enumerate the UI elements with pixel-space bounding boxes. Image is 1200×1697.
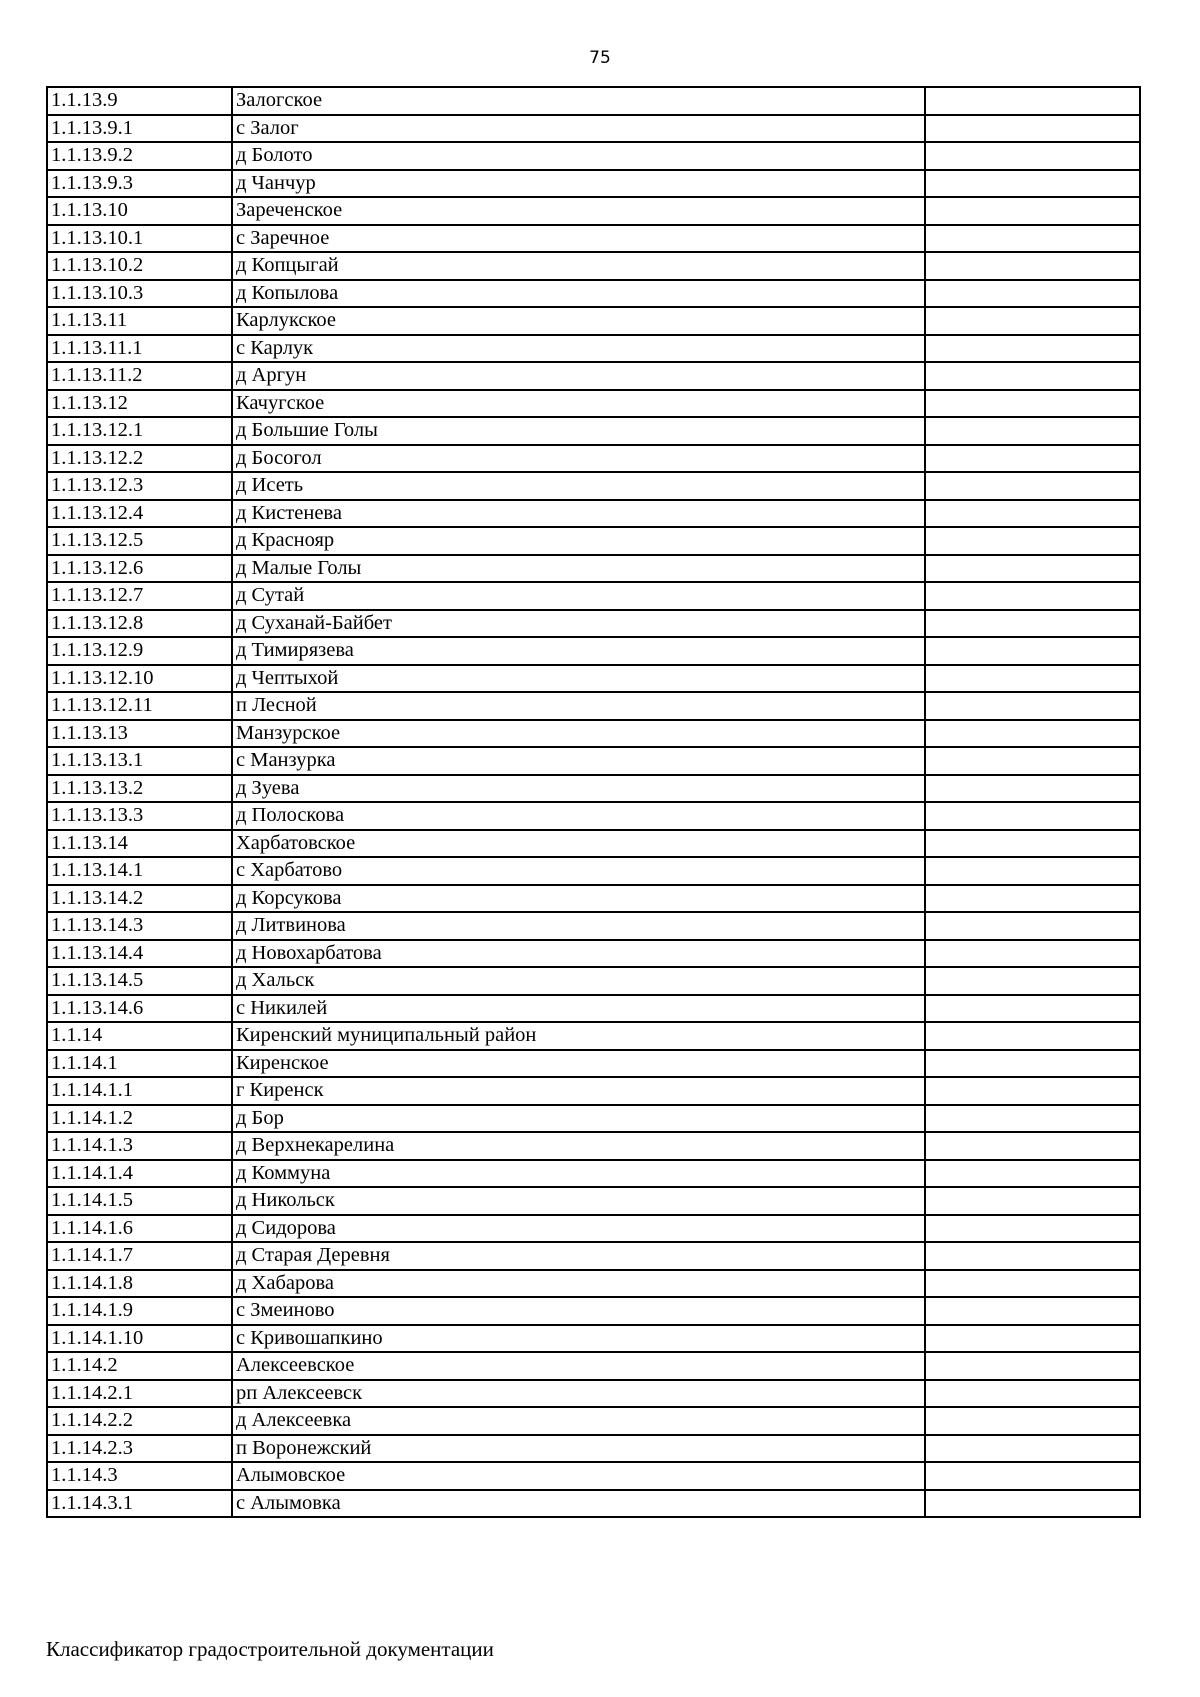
code-cell: 1.1.14.3 [47, 1462, 232, 1490]
extra-cell [925, 170, 1140, 198]
table-row [47, 362, 1140, 390]
name-cell: д Копылова [232, 280, 925, 308]
table-row [47, 1380, 1140, 1408]
table-row [47, 830, 1140, 858]
table-row [47, 307, 1140, 335]
code-cell: 1.1.14.1.3 [47, 1132, 232, 1160]
code-cell: 1.1.13.14.4 [47, 940, 232, 968]
name-cell: д Литвинова [232, 912, 925, 940]
table-row [47, 1187, 1140, 1215]
code-cell: 1.1.13.10.3 [47, 280, 232, 308]
table-row [47, 1077, 1140, 1105]
table-row [47, 170, 1140, 198]
extra-cell [925, 885, 1140, 913]
code-cell: 1.1.13.12.10 [47, 665, 232, 693]
table-row [47, 940, 1140, 968]
extra-cell [925, 142, 1140, 170]
code-cell: 1.1.13.11.1 [47, 335, 232, 363]
table-row [47, 1325, 1140, 1353]
name-cell: п Воронежский [232, 1435, 925, 1463]
name-cell: с Кривошапкино [232, 1325, 925, 1353]
extra-cell [925, 1407, 1140, 1435]
table-row [47, 142, 1140, 170]
extra-cell [925, 857, 1140, 885]
name-cell: д Малые Голы [232, 555, 925, 583]
name-cell: д Зуева [232, 775, 925, 803]
extra-cell [925, 417, 1140, 445]
extra-cell [925, 390, 1140, 418]
table-row [47, 500, 1140, 528]
extra-cell [925, 500, 1140, 528]
code-cell: 1.1.13.12.7 [47, 582, 232, 610]
name-cell: д Бор [232, 1105, 925, 1133]
code-cell: 1.1.13.14.1 [47, 857, 232, 885]
extra-cell [925, 995, 1140, 1023]
extra-cell [925, 1077, 1140, 1105]
name-cell: с Манзурка [232, 747, 925, 775]
name-cell: д Хальск [232, 967, 925, 995]
name-cell: д Болото [232, 142, 925, 170]
table-row [47, 967, 1140, 995]
table-row [47, 1050, 1140, 1078]
code-cell: 1.1.13.12.11 [47, 692, 232, 720]
table-row [47, 1242, 1140, 1270]
name-cell: д Чептыхой [232, 665, 925, 693]
name-cell: с Заречное [232, 225, 925, 253]
name-cell: Карлукское [232, 307, 925, 335]
extra-cell [925, 1352, 1140, 1380]
name-cell: д Алексеевка [232, 1407, 925, 1435]
code-cell: 1.1.14.2.3 [47, 1435, 232, 1463]
name-cell: с Харбатово [232, 857, 925, 885]
table-row [47, 1352, 1140, 1380]
code-cell: 1.1.13.12.9 [47, 637, 232, 665]
name-cell: Зареченское [232, 197, 925, 225]
extra-cell [925, 527, 1140, 555]
extra-cell [925, 940, 1140, 968]
code-cell: 1.1.14.3.1 [47, 1490, 232, 1518]
table-row [47, 252, 1140, 280]
extra-cell [925, 197, 1140, 225]
extra-cell [925, 87, 1140, 115]
extra-cell [925, 362, 1140, 390]
name-cell: с Карлук [232, 335, 925, 363]
code-cell: 1.1.14.1.6 [47, 1215, 232, 1243]
table-row [47, 472, 1140, 500]
name-cell: п Лесной [232, 692, 925, 720]
name-cell: Манзурское [232, 720, 925, 748]
table-row [47, 720, 1140, 748]
table-row [47, 417, 1140, 445]
extra-cell [925, 1297, 1140, 1325]
code-cell: 1.1.13.9.2 [47, 142, 232, 170]
name-cell: д Корсукова [232, 885, 925, 913]
name-cell: с Никилей [232, 995, 925, 1023]
name-cell: д Верхнекарелина [232, 1132, 925, 1160]
table-row [47, 1160, 1140, 1188]
code-cell: 1.1.13.12.1 [47, 417, 232, 445]
name-cell: Алымовское [232, 1462, 925, 1490]
table-row [47, 225, 1140, 253]
code-cell: 1.1.13.14.5 [47, 967, 232, 995]
table-row [47, 1022, 1140, 1050]
name-cell: Киренское [232, 1050, 925, 1078]
name-cell: г Киренск [232, 1077, 925, 1105]
code-cell: 1.1.13.10.2 [47, 252, 232, 280]
table-row [47, 1132, 1140, 1160]
extra-cell [925, 252, 1140, 280]
code-cell: 1.1.14.1 [47, 1050, 232, 1078]
table-row [47, 692, 1140, 720]
code-cell: 1.1.14.1.4 [47, 1160, 232, 1188]
code-cell: 1.1.13.14.3 [47, 912, 232, 940]
code-cell: 1.1.13.14.2 [47, 885, 232, 913]
extra-cell [925, 1325, 1140, 1353]
name-cell: д Никольск [232, 1187, 925, 1215]
code-cell: 1.1.13.12.3 [47, 472, 232, 500]
table-row [47, 802, 1140, 830]
table-row [47, 912, 1140, 940]
code-cell: 1.1.13.13.1 [47, 747, 232, 775]
name-cell: Киренский муниципальный район [232, 1022, 925, 1050]
code-cell: 1.1.14.1.7 [47, 1242, 232, 1270]
code-cell: 1.1.13.9.3 [47, 170, 232, 198]
code-cell: 1.1.14.2.1 [47, 1380, 232, 1408]
code-cell: 1.1.13.12 [47, 390, 232, 418]
code-cell: 1.1.13.11 [47, 307, 232, 335]
table-row [47, 747, 1140, 775]
extra-cell [925, 1022, 1140, 1050]
name-cell: д Краснояр [232, 527, 925, 555]
code-cell: 1.1.14.2 [47, 1352, 232, 1380]
table-row [47, 115, 1140, 143]
classifier-table [46, 86, 1141, 1518]
extra-cell [925, 1105, 1140, 1133]
extra-cell [925, 1270, 1140, 1298]
table-row [47, 995, 1140, 1023]
code-cell: 1.1.13.10.1 [47, 225, 232, 253]
code-cell: 1.1.14.1.8 [47, 1270, 232, 1298]
extra-cell [925, 967, 1140, 995]
extra-cell [925, 1050, 1140, 1078]
code-cell: 1.1.13.12.5 [47, 527, 232, 555]
extra-cell [925, 1462, 1140, 1490]
code-cell: 1.1.13.11.2 [47, 362, 232, 390]
code-cell: 1.1.14.1.5 [47, 1187, 232, 1215]
name-cell: д Сутай [232, 582, 925, 610]
table-row [47, 1490, 1140, 1518]
name-cell: д Большие Голы [232, 417, 925, 445]
extra-cell [925, 1490, 1140, 1518]
table-row [47, 445, 1140, 473]
code-cell: 1.1.14.2.2 [47, 1407, 232, 1435]
table-row [47, 555, 1140, 583]
table-row [47, 87, 1140, 115]
code-cell: 1.1.13.12.2 [47, 445, 232, 473]
code-cell: 1.1.13.14.6 [47, 995, 232, 1023]
extra-cell [925, 115, 1140, 143]
code-cell: 1.1.13.13 [47, 720, 232, 748]
name-cell: Залогское [232, 87, 925, 115]
name-cell: д Кистенева [232, 500, 925, 528]
table-row [47, 197, 1140, 225]
name-cell: д Суханай-Байбет [232, 610, 925, 638]
extra-cell [925, 747, 1140, 775]
table-row [47, 1105, 1140, 1133]
extra-cell [925, 1215, 1140, 1243]
table-row [47, 582, 1140, 610]
table-row [47, 775, 1140, 803]
name-cell: д Копцыгай [232, 252, 925, 280]
extra-cell [925, 555, 1140, 583]
name-cell: д Полоскова [232, 802, 925, 830]
code-cell: 1.1.13.12.8 [47, 610, 232, 638]
table-row [47, 885, 1140, 913]
table-row [47, 390, 1140, 418]
table-row [47, 527, 1140, 555]
code-cell: 1.1.13.14 [47, 830, 232, 858]
table-row [47, 280, 1140, 308]
extra-cell [925, 280, 1140, 308]
name-cell: Качугское [232, 390, 925, 418]
extra-cell [925, 1435, 1140, 1463]
name-cell: Алексеевское [232, 1352, 925, 1380]
code-cell: 1.1.14 [47, 1022, 232, 1050]
extra-cell [925, 610, 1140, 638]
name-cell: д Старая Деревня [232, 1242, 925, 1270]
name-cell: рп Алексеевск [232, 1380, 925, 1408]
name-cell: с Змеиново [232, 1297, 925, 1325]
extra-cell [925, 665, 1140, 693]
extra-cell [925, 830, 1140, 858]
extra-cell [925, 720, 1140, 748]
extra-cell [925, 692, 1140, 720]
code-cell: 1.1.14.1.10 [47, 1325, 232, 1353]
name-cell: Харбатовское [232, 830, 925, 858]
table-row [47, 1215, 1140, 1243]
code-cell: 1.1.14.1.2 [47, 1105, 232, 1133]
page-number: 75 [589, 48, 611, 68]
name-cell: д Хабарова [232, 1270, 925, 1298]
code-cell: 1.1.13.12.4 [47, 500, 232, 528]
name-cell: д Босогол [232, 445, 925, 473]
table-row [47, 335, 1140, 363]
extra-cell [925, 1132, 1140, 1160]
table-row [47, 637, 1140, 665]
extra-cell [925, 637, 1140, 665]
table-row [47, 1297, 1140, 1325]
extra-cell [925, 1242, 1140, 1270]
code-cell: 1.1.13.10 [47, 197, 232, 225]
table-row [47, 1270, 1140, 1298]
extra-cell [925, 225, 1140, 253]
table-row [47, 1462, 1140, 1490]
extra-cell [925, 1187, 1140, 1215]
extra-cell [925, 445, 1140, 473]
extra-cell [925, 335, 1140, 363]
table-row [47, 857, 1140, 885]
extra-cell [925, 912, 1140, 940]
extra-cell [925, 582, 1140, 610]
name-cell: д Коммуна [232, 1160, 925, 1188]
extra-cell [925, 775, 1140, 803]
table-body [47, 87, 1140, 1517]
code-cell: 1.1.14.1.1 [47, 1077, 232, 1105]
name-cell: д Сидорова [232, 1215, 925, 1243]
table-row [47, 610, 1140, 638]
code-cell: 1.1.13.12.6 [47, 555, 232, 583]
code-cell: 1.1.13.13.2 [47, 775, 232, 803]
table-row [47, 1435, 1140, 1463]
name-cell: д Аргун [232, 362, 925, 390]
name-cell: с Залог [232, 115, 925, 143]
extra-cell [925, 802, 1140, 830]
table-row [47, 665, 1140, 693]
name-cell: д Тимирязева [232, 637, 925, 665]
extra-cell [925, 307, 1140, 335]
code-cell: 1.1.14.1.9 [47, 1297, 232, 1325]
document-footer: Классификатор градостроительной документации [46, 1637, 494, 1661]
name-cell: д Исеть [232, 472, 925, 500]
name-cell: д Чанчур [232, 170, 925, 198]
extra-cell [925, 1160, 1140, 1188]
name-cell: д Новохарбатова [232, 940, 925, 968]
code-cell: 1.1.13.13.3 [47, 802, 232, 830]
table-row [47, 1407, 1140, 1435]
code-cell: 1.1.13.9.1 [47, 115, 232, 143]
code-cell: 1.1.13.9 [47, 87, 232, 115]
name-cell: с Алымовка [232, 1490, 925, 1518]
extra-cell [925, 472, 1140, 500]
extra-cell [925, 1380, 1140, 1408]
